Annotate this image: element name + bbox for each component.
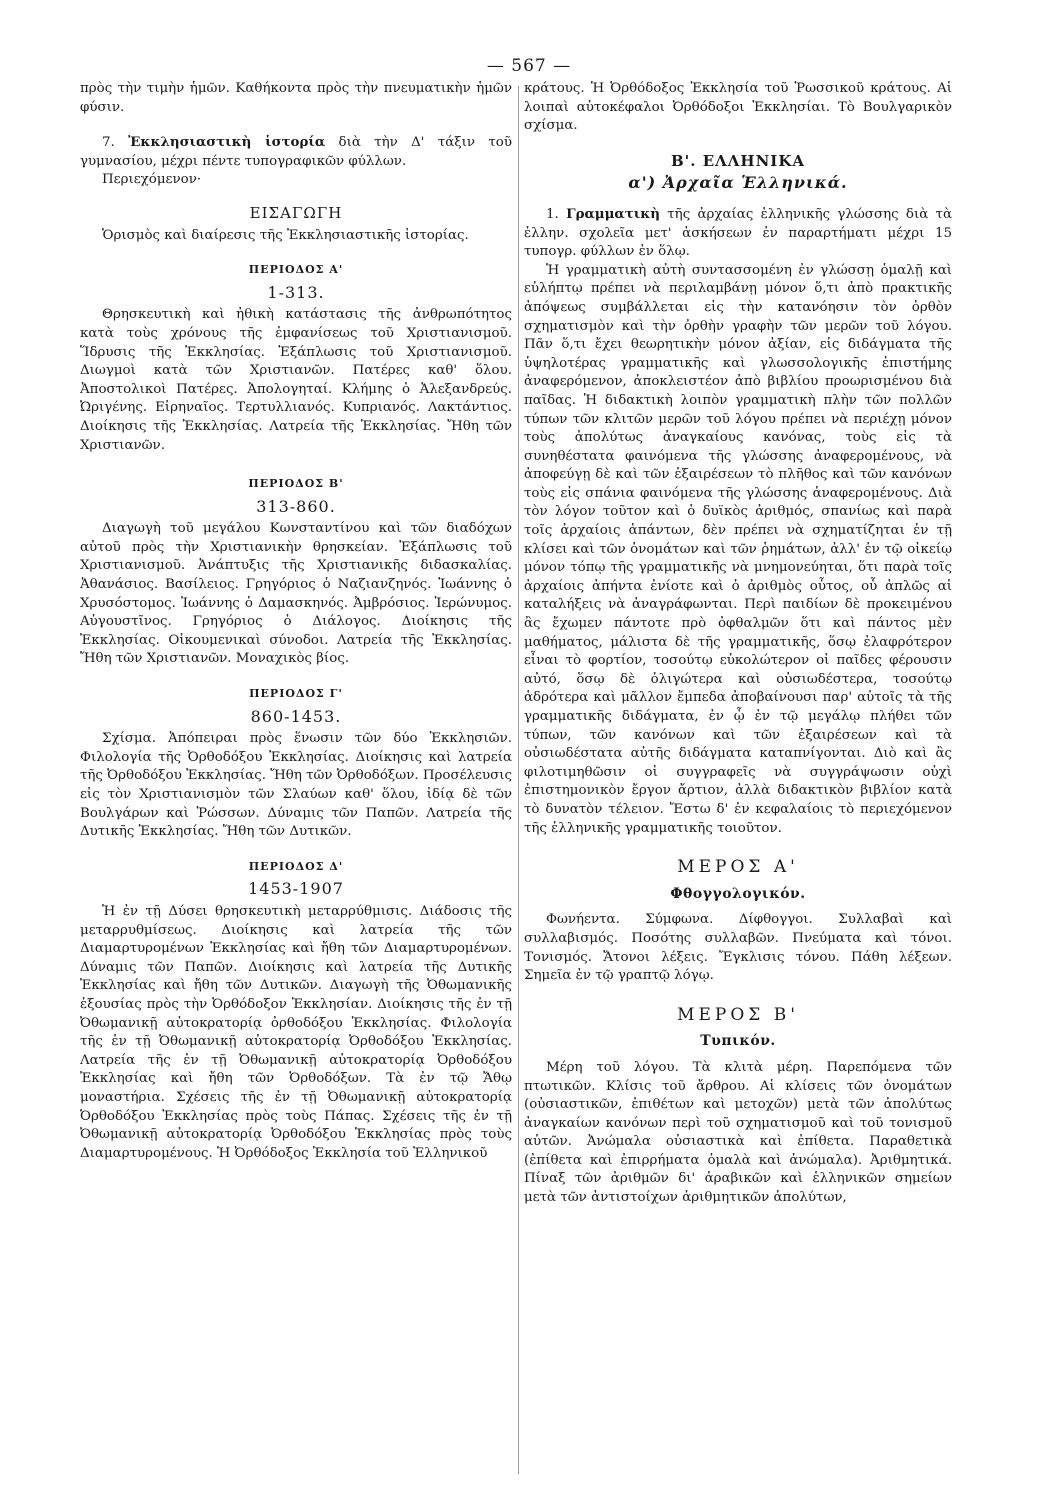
period-2-text: Διαγωγὴ τοῦ μεγάλου Κωνσταντίνου καὶ τῶν διαδόχων αὐτοῦ πρὸς τὴν Χριστιανικὴν θρησκείαν. Ἐξάπλωσις τοῦ Χριστιανισμοῦ. Ἀνάπτυξις τῆς Χριστιανικῆς διδασκαλίας. Ἀθανάσιος. Βασίλειος. Γρηγόριος ὁ Ναζιανζηνός. Ἰωάννης ὁ Χρυσόστομος. Ἰωάννης ὁ Δαμασκηνός. Ἀμβρόσιος. Ἱερώνυμος. Αὐγουστῖνος. Γρηγόριος ὁ Διάλογος. Διοίκησις τῆς Ἐκκλησίας. Οἰκουμενικαὶ σύνοδοι. Λατρεία τῆς Ἐκκλησίας. Ἤθη τῶν Χριστιανῶν. Μοναχικὸς βίος.	[80, 521, 512, 667]
item-1-heading	[524, 205, 952, 262]
meros-b-heading: ΜΕΡΟΣ Β'	[677, 1004, 799, 1025]
period-3-years: 860-1453.	[250, 706, 342, 726]
meros-b-subheading: Τυπικόν.	[700, 1033, 776, 1050]
left-column	[80, 80, 512, 1163]
period-3-label: ΠΕΡΙΟΔΟΣ Γ'	[249, 687, 343, 701]
item-1-description: τῆς ἀρχαίας ἑλληνικῆς γλώσσης διὰ τὰ ἑλλην. σχολεῖα μετ' ἀσκήσεων ἐν παραρτήματι μέχρι 15 τυπογρ. φύλλων ἐν ὅλῳ.	[524, 206, 952, 260]
eisagogi-heading: ΕΙΣΑΓΩΓΗ	[249, 203, 343, 222]
contents-label: Περιεχόμενον·	[102, 172, 202, 188]
grammar-paragraph: Ἡ γραμματικὴ αὐτὴ συντασσομένη ἐν γλώσσῃ ὁμαλῇ καὶ εὐλήπτῳ πρέπει νὰ περιλαμβάνῃ μόνον ὅ,τι ἀπὸ πρακτικῆς ἀπόψεως συμβάλλεται εἰς τὴν κατανόησιν τὸν ὀρθὸν σχηματισμὸν καὶ τὴν ὀρθὴν γραφὴν τῶν μερῶν τοῦ λόγου. Πᾶν ὅ,τι ἔχει θεωρητικὴν μόνον ἀξίαν, εἰς διδάγματα τῆς ὑψηλοτέρας γραμματικῆς καὶ γλωσσολογικῆς ἐπιστήμης ἀναφερόμενον, ἀποκλειστέον ἀπὸ βιβλίου προωρισμένου διὰ παῖδας. Ἡ διδακτικὴ λοιπὸν γραμματικὴ πλὴν τῶν πολλῶν τύπων τῶν κλιτῶν μερῶν τοῦ λόγου πρέπει νὰ περιέχῃ μόνον τοὺς ἀπολύτως ἀναγκαίους κανόνας, τοὺς εἰς τὰ συνηθέστατα φαινόμενα τῆς γλώσσης ἀναφερομένους, νὰ ἀποφεύγῃ δὲ καὶ τῶν ἐξαιρέσεων τὸ πλῆθος καὶ τῶν κανόνων τοὺς εἰς σπάνια φαινόμενα τῆς γλώσσης ἀναφερομένους. Διὰ τὸν λόγον τοῦτον καὶ ὁ δυϊκὸς ἀριθμός, σπανίως καὶ παρὰ τοῖς ἀρχαίοις ἁπάντων, δὲν πρέπει νὰ σχηματίζηται ἐν τῇ κλίσει καὶ τῶν ὀνομάτων καὶ τῶν ῥημάτων, ἀλλ' ἐν τῷ οἰκείῳ μόνον τόπῳ τῆς γραμματικῆς νὰ μνημονεύηται, ὅτι παρὰ τοῖς ἀρχαίοις ἀπήντα ἐνίοτε καὶ ὁ ἀριθμὸς οὗτος, οὗ ἁπλῶς αἱ καταλήξεις νὰ ἀναγράφωνται. Περὶ παιδίων δὲ προκειμένου ἂς ἔχωμεν πάντοτε πρὸ ὀφθαλμῶν ὅτι καὶ πάντος μὲν μαθήματος, μάλιστα δὲ τῆς γραμματικῆς, ὅσῳ ἐλαφρότερον εἶναι τὸ φορτίον, τοσούτῳ εὐκολώτερον οἱ παῖδες φέρουσιν αὐτό, ὅσῳ δὲ ὀλιγώτερα καὶ οὐσιωδέστερα, τοσούτῳ ἁδρότερα καὶ μᾶλλον ἔμπεδα ἀποβαίνουσι παρ' αὐτοῖς τὰ τῆς γραμματικῆς διδάγματα, ἐν ᾧ ἐν τῷ μεγάλῳ πλήθει τῶν τύπων, τῶν κανόνων καὶ τῶν ἐξαιρέσεων καὶ τὰ οὐσιωδέστατα αὐτῆς διδάγματα καταπνίγονται. Διὸ καὶ ἂς φιλοτιμηθῶσιν οἱ συγγραφεῖς νὰ συγγράψωσιν οὐχὶ ἐπιστημονικὸν ἔργον ἄρτιον, ἀλλὰ διδακτικὸν βιβλίον κατὰ τὸ δυνατὸν τέλειον. Ἔστω δ' ἐν κεφαλαίοις τὸ περιεχόμενον τῆς ἑλληνικῆς γραμματικῆς τοιοῦτον.	[524, 262, 952, 836]
right-column	[524, 80, 952, 1208]
column-divider	[518, 86, 519, 1474]
meros-a-subheading: Φθογγολογικόν.	[670, 885, 806, 902]
item-7-title: Ἐκκλησιαστικὴ ἱστορία	[128, 134, 326, 151]
period-1-label: ΠΕΡΙΟΔΟΣ Α'	[248, 263, 344, 277]
meros-a-text: Φωνήεντα. Σύμφωνα. Δίφθογγοι. Συλλαβαὶ καὶ συλλαβισμός. Ποσότης συλλαβῶν. Πνεύματα καὶ τόνοι. Τονισμός. Ἄτονοι λέξεις. Ἔγκλισις τόνου. Πάθη λέξεων. Σημεῖα ἐν τῷ γραπτῷ λόγῳ.	[524, 912, 952, 984]
page-number: — 567 —	[486, 56, 572, 76]
period-1-years: 1-313.	[267, 282, 325, 302]
section-a-heading: α') Ἀρχαῖα Ἑλληνικά.	[628, 173, 848, 193]
item-1-title: Γραμματικὴ	[566, 205, 660, 222]
continuation-paragraph: κράτους. Ἡ Ὀρθόδοξος Ἐκκλησία τοῦ Ῥωσσικοῦ κράτους. Αἱ λοιπαὶ αὐτοκέφαλοι Ὀρθόδοξοι Ἐκκλησίαι. Τὸ Βουλγαρικὸν σχίσμα.	[524, 81, 952, 134]
item-1-number: 1.	[546, 206, 559, 222]
section-b-heading: Β'. ΕΛΛΗΝΙΚΑ	[671, 151, 805, 170]
period-2-label: ΠΕΡΙΟΔΟΣ Β'	[248, 477, 344, 491]
meros-b-text: Μέρη τοῦ λόγου. Τὰ κλιτὰ μέρη. Παρεπόμενα τῶν πτωτικῶν. Κλίσις τοῦ ἄρθρου. Αἱ κλίσεις τῶν ὀνομάτων (οὐσιαστικῶν, ἐπιθέτων καὶ μετοχῶν) μετὰ τῶν ἀπολύτως ἀναγκαίων κανόνων περὶ τοῦ σχηματισμοῦ καὶ τοῦ τονισμοῦ αὐτῶν. Ἀνώμαλα οὐσιαστικὰ καὶ ἐπίθετα. Παραθετικὰ (ἐπίθετα καὶ ἐπιρρήματα ὁμαλὰ καὶ ἀνώμαλα). Ἀριθμητικά. Πίναξ τῶν ἀριθμῶν δι' ἀραβικῶν καὶ ἑλληνικῶν σημείων μετὰ τῶν ἀντιστοίχων ἀριθμητικῶν ἀπολύτων,	[524, 1059, 952, 1206]
period-4-years: 1453-1907	[248, 879, 344, 899]
intro-paragraph: πρὸς τὴν τιμὴν ἡμῶν. Καθήκοντα πρὸς τὴν πνευματικὴν ἡμῶν φύσιν.	[80, 81, 512, 115]
item-7-number: 7.	[102, 135, 115, 151]
period-3-text: Σχίσμα. Ἀπόπειραι πρὸς ἕνωσιν τῶν δύο Ἐκκλησιῶν. Φιλολογία τῆς Ὀρθοδόξου Ἐκκλησίας. Διοίκησις καὶ λατρεία τῆς Ὀρθοδόξου Ἐκκλησίας. Ἤθη τῶν Ὀρθοδόξων. Προσέλευσις εἰς τὸν Χριστιανισμὸν τῶν Σλαύων καθ' ὅλου, ἰδίᾳ δὲ τῶν Βουλγάρων καὶ Ῥώσσων. Δύναμις τῶν Παπῶν. Λατρεία τῆς Δυτικῆς Ἐκκλησίας. Ἤθη τῶν Δυτικῶν.	[80, 731, 513, 840]
item-7-description: διὰ τὴν Δ' τάξιν τοῦ γυμνασίου, μέχρι πέντε τυπογραφικῶν φύλλων.	[80, 135, 513, 169]
period-1-text: Θρησκευτικὴ καὶ ἠθικὴ κατάστασις τῆς ἀνθρωπότητος κατὰ τοὺς χρόνους τῆς ἐμφανίσεως τοῦ Χριστιανισμοῦ. Ἵδρυσις τῆς Ἐκκλησίας. Ἐξάπλωσις τοῦ Χριστιανισμοῦ. Διωγμοὶ κατὰ τῶν Χριστιανῶν. Πατέρες καθ' ὅλου. Ἀποστολικοὶ Πατέρες. Ἀπολογηταί. Κλήμης ὁ Ἀλεξανδρεύς. Ὠριγένης. Εἰρηναῖος. Τερτυλλιανός. Κυπριανός. Λακτάντιος. Διοίκησις τῆς Ἐκκλησίας. Λατρεία τῆς Ἐκκλησίας. Ἤθη τῶν Χριστιανῶν.	[80, 307, 512, 453]
item-7-heading	[80, 133, 512, 171]
period-2-years: 313-860.	[256, 496, 336, 516]
period-4-text: Ἡ ἐν τῇ Δύσει θρησκευτικὴ μεταρρύθμισις. Διάδοσις τῆς μεταρρυθμίσεως. Διοίκησις καὶ λατρεία τῆς τῶν Διαμαρτυρομένων Ἐκκλησίας καὶ ἤθη τῶν Διαμαρτυρομένων. Δύναμις τῶν Παπῶν. Διοίκησις καὶ λατρεία τῆς Δυτικῆς Ἐκκλησίας καὶ ἤθη τῶν Δυτικῶν. Διαγωγὴ τῆς Ὀθωμανικῆς ἐξουσίας πρὸς τὴν Ὀρθόδοξον Ἐκκλησίαν. Διοίκησις τῆς ἐν τῇ Ὀθωμανικῇ αὐτοκρατορίᾳ ὀρθοδόξου Ἐκκλησίας. Φιλολογία τῆς ἐν τῇ Ὀθωμανικῇ αὐτοκρατορίᾳ Ὀρθοδόξου Ἐκκλησίας. Λατρεία τῆς ἐν τῇ Ὀθωμανικῇ αὐτοκρατορίᾳ Ὀρθοδόξου Ἐκκλησίας καὶ ἤθη τῶν Ὀρθοδόξων. Τὰ ἐν τῷ Ἄθῳ μοναστήρια. Σχέσεις τῆς ἐν τῇ Ὀθωμανικῇ αὐτοκρατορίᾳ Ὀρθοδόξου Ἐκκλησίας πρὸς τοὺς Πάπας. Σχέσεις τῆς ἐν τῇ Ὀθωμανικῇ αὐτοκρατορίᾳ Ὀρθοδόξου Ἐκκλησίας πρὸς τοὺς Διαμαρτυρομένους. Ἡ Ὀρθόδοξος Ἐκκλησία τοῦ Ἑλληνικοῦ	[80, 903, 512, 1161]
period-4-label: ΠΕΡΙΟΔΟΣ Δ'	[248, 859, 344, 873]
meros-a-heading: ΜΕΡΟΣ Α'	[677, 857, 799, 878]
eisagogi-text: Ὁρισμὸς καὶ διαίρεσις τῆς Ἐκκλησιαστικῆς ἱστορίας.	[102, 227, 469, 243]
